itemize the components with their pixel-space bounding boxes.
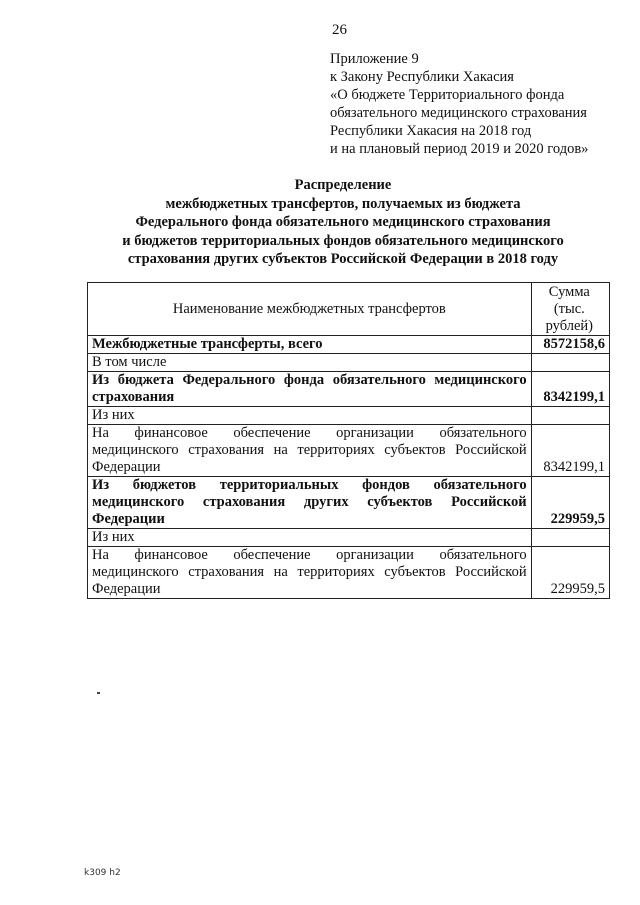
- table-row: [88, 425, 610, 477]
- row-name: Межбюджетные трансферты, всего: [88, 336, 532, 354]
- heading-line: межбюджетных трансфертов, получаемых из бюджета: [165, 195, 521, 212]
- row-sum: [531, 407, 609, 425]
- document-heading: [70, 176, 616, 269]
- row-name: На финансовое обеспечение организации обязательного медицинского страхования на территориях субъектов Российской Федерации: [88, 547, 532, 599]
- table-header-row: [88, 283, 610, 336]
- row-name: На финансовое обеспечение организации обязательного медицинского страхования на территориях субъектов Российской Федерации: [88, 425, 532, 477]
- row-name: Из них: [88, 529, 532, 547]
- appendix-line: «О бюджете Территориального фонда: [330, 87, 565, 103]
- row-name: Из них: [88, 407, 532, 425]
- row-sum: 229959,5: [531, 477, 609, 529]
- row-sum: 8342199,1: [531, 372, 609, 407]
- header-name-cell: Наименование межбюджетных трансфертов: [88, 283, 532, 336]
- footer-code: k309 h2: [84, 868, 121, 878]
- heading-line: страхования других субъектов Российской Федерации в 2018 году: [127, 251, 559, 267]
- row-sum: [531, 529, 609, 547]
- table-row: [88, 547, 610, 599]
- table-row: [88, 354, 610, 372]
- table-row: [88, 529, 610, 547]
- row-name: Из бюджетов территориальных фондов обязательного медицинского страхования других субъектов Российской Федерации: [88, 477, 532, 529]
- row-sum: 8342199,1: [531, 425, 609, 477]
- appendix-line: обязательного медицинского страхования: [330, 105, 587, 121]
- table-row: [88, 407, 610, 425]
- heading-line: Федерального фонда обязательного медицинского страхования: [135, 214, 551, 230]
- row-sum: 8572158,6: [531, 336, 609, 354]
- table-row: [88, 477, 610, 529]
- row-sum: [531, 354, 609, 372]
- appendix-line: и на плановый период 2019 и 2020 годов»: [330, 141, 589, 157]
- heading-line: Распределение: [294, 177, 392, 193]
- heading-line: и бюджетов территориальных фондов обязательного медицинского: [122, 232, 564, 249]
- table-row: [88, 336, 610, 354]
- row-sum: 229959,5: [531, 547, 609, 599]
- transfers-table: [87, 282, 610, 599]
- appendix-line: Приложение 9: [330, 51, 419, 67]
- stray-mark: [97, 692, 100, 694]
- appendix-line: к Закону Республики Хакасия: [330, 69, 514, 85]
- page-number: 26: [332, 22, 347, 38]
- appendix-line: Республики Хакасия на 2018 год: [330, 123, 532, 139]
- row-name: В том числе: [88, 354, 532, 372]
- appendix-reference: [330, 50, 588, 158]
- table-row: [88, 372, 610, 407]
- header-sum-cell: Сумма (тыс. рублей): [531, 283, 609, 336]
- row-name: Из бюджета Федерального фонда обязательного медицинского страхования: [88, 372, 532, 407]
